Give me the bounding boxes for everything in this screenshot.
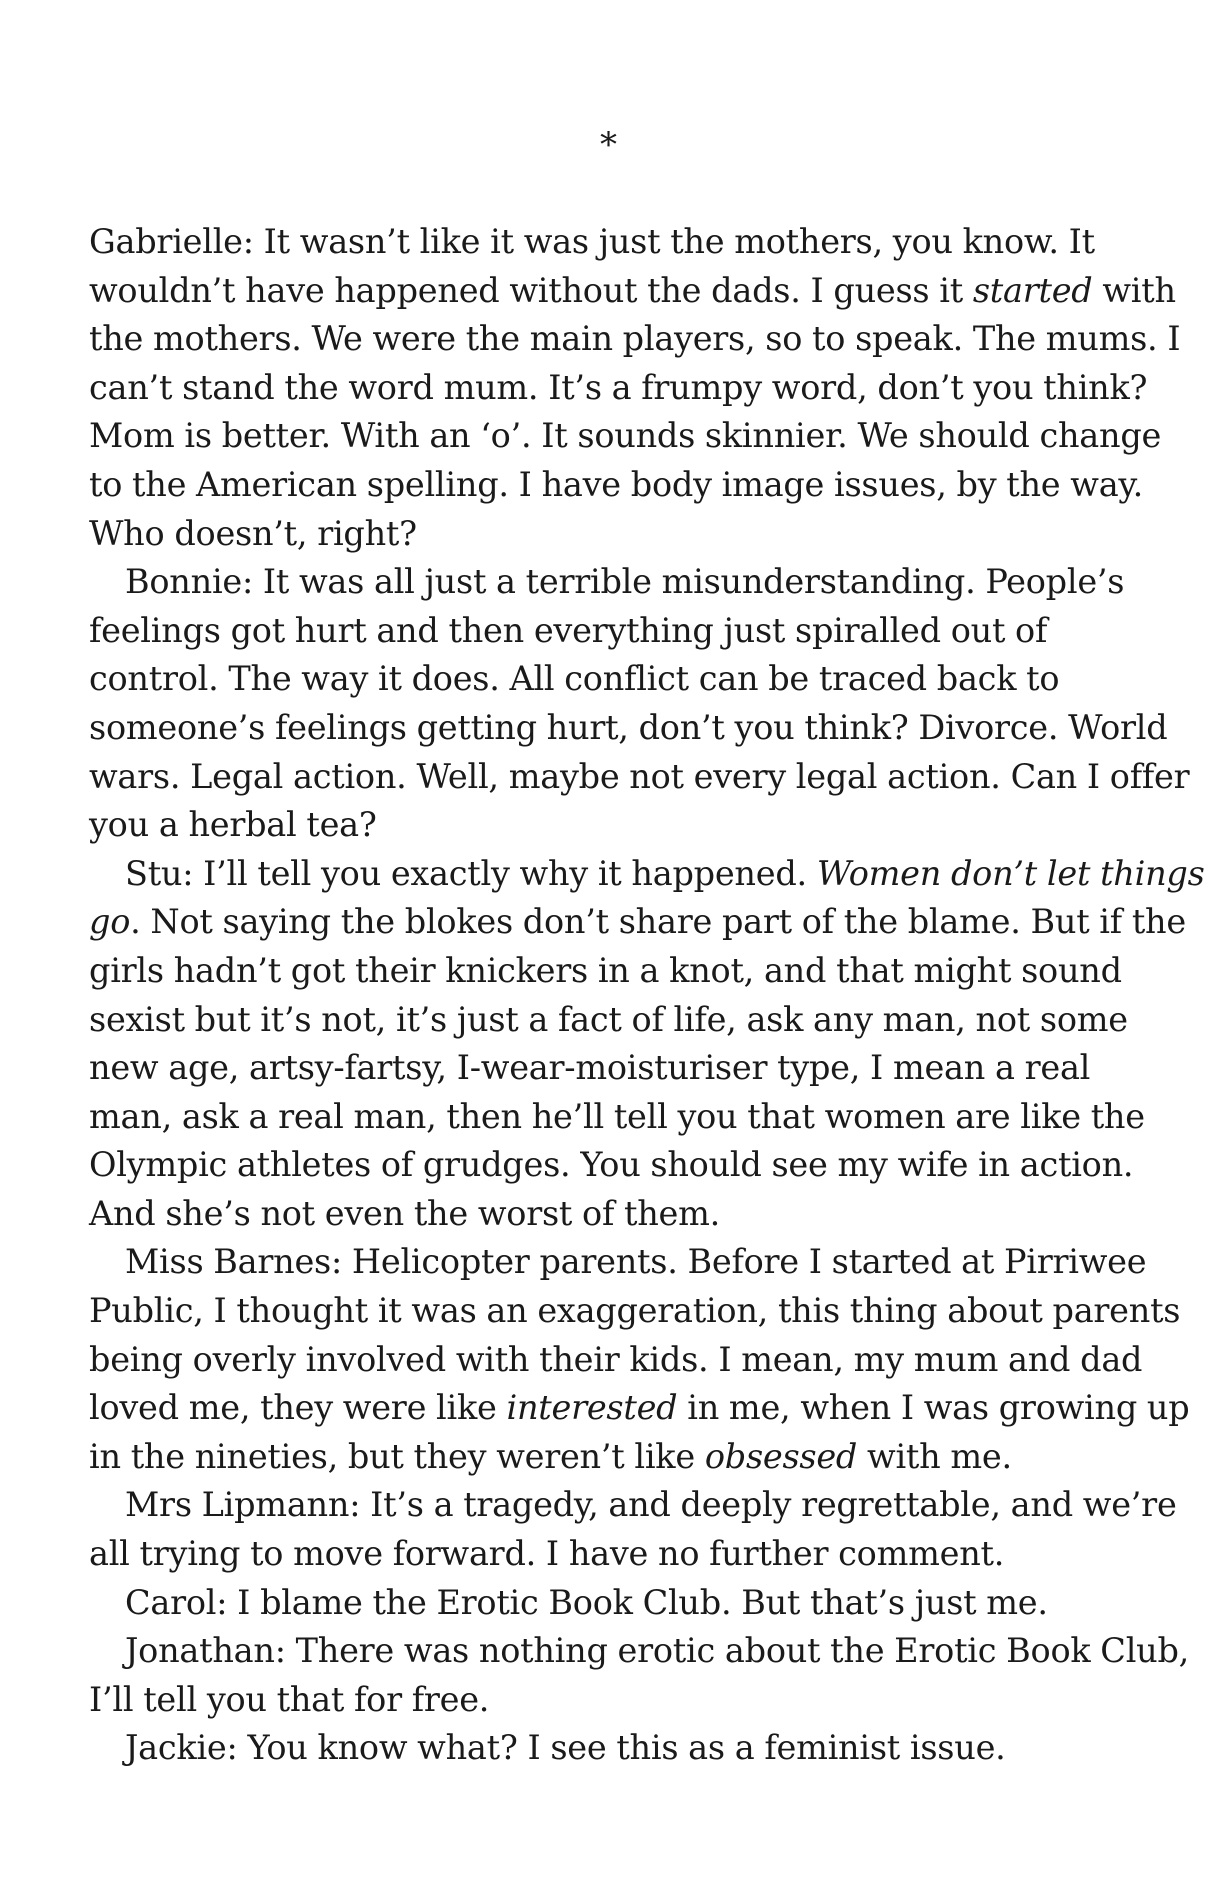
text-line (89, 1627, 1190, 1676)
text-run: Stu: I’ll tell you exactly why it happened. (125, 853, 817, 893)
text-run: Public, I thought it was an exaggeration, this thing about parents (89, 1291, 1181, 1331)
text-line (89, 218, 1139, 267)
text-run: in the nineties, but they weren’t like (89, 1436, 705, 1476)
text-run: Olympic athletes of grudges. You should see my wife in action. (89, 1145, 1134, 1185)
text-run: sexist but it’s not, it’s just a fact of life, ask any man, not some (89, 999, 1128, 1039)
page-body-text (89, 218, 1205, 1773)
dialogue-paragraph (89, 1238, 1190, 1481)
text-run: started (972, 270, 1093, 310)
text-run: Mom is better. With an ‘o’. It sounds skinnier. We should change (89, 416, 1162, 456)
dialogue-paragraph (89, 850, 1205, 1239)
text-run: Carol: I blame the Erotic Book Club. But that’s just me. (125, 1582, 1048, 1622)
text-line (89, 1238, 1147, 1287)
text-line (89, 655, 1139, 704)
dialogue-paragraph (89, 558, 1190, 850)
text-run: Jackie: You know what? I see this as a feminist issue. (125, 1728, 1006, 1768)
text-run: Women don’t let things (816, 853, 1205, 893)
text-run: you a herbal tea? (89, 805, 377, 845)
text-line (89, 898, 1186, 947)
text-line (89, 1384, 1190, 1433)
text-line (89, 1093, 1145, 1142)
text-line (89, 704, 1168, 753)
text-line (89, 558, 1139, 607)
text-run: in me, when I was growing up (677, 1388, 1190, 1428)
text-run: with (1092, 270, 1176, 310)
dialogue-paragraph (89, 1481, 1177, 1578)
text-line (89, 801, 1139, 850)
text-run: Miss Barnes: Helicopter parents. Before I started at Pirriwee (125, 1242, 1147, 1282)
text-line (89, 364, 1148, 413)
text-line (89, 1287, 1181, 1336)
text-line (89, 753, 1190, 802)
text-run: Mrs Lipmann: It’s a tragedy, and deeply regrettable, and we’re (125, 1485, 1177, 1525)
dialogue-paragraph (89, 218, 1181, 558)
text-line (89, 996, 1139, 1045)
text-run: being overly involved with their kids. I mean, my mum and dad (89, 1339, 1143, 1379)
text-run: to the American spelling. I have body image issues, by the way. (89, 464, 1144, 504)
text-run: someone’s feelings getting hurt, don’t you think? Divorce. World (89, 707, 1168, 747)
text-run: the mothers. We were the main players, so to speak. The mums. I (89, 319, 1181, 359)
text-run: man, ask a real man, then he’ll tell you that women are like the (89, 1096, 1145, 1136)
text-run: Who doesn’t, right? (89, 513, 417, 553)
text-run: girls hadn’t got their knickers in a knot, and that might sound (89, 950, 1122, 990)
text-line (89, 1530, 1139, 1579)
text-run: obsessed (704, 1436, 858, 1476)
text-run: all trying to move forward. I have no further comment. (89, 1534, 1005, 1574)
text-line (89, 850, 1205, 899)
text-line (89, 1044, 1139, 1093)
text-line (89, 607, 1139, 656)
text-line (89, 1724, 1139, 1773)
text-line (89, 1336, 1143, 1385)
text-line (89, 1481, 1177, 1530)
text-run: interested (506, 1388, 678, 1428)
text-line (89, 947, 1139, 996)
dialogue-paragraph (89, 1724, 1139, 1773)
text-line (89, 461, 1144, 510)
text-line (89, 1676, 1139, 1725)
text-run: loved me, they were like (89, 1388, 507, 1428)
text-run: wars. Legal action. Well, maybe not every legal action. Can I offer (89, 756, 1190, 796)
text-run: can’t stand the word mum. It’s a frumpy word, don’t you think? (89, 367, 1148, 407)
text-run: Gabrielle: It wasn’t like it was just the mothers, you know. It (89, 222, 1095, 261)
text-line (89, 1190, 1139, 1239)
text-run: wouldn’t have happened without the dads. I guess it (89, 270, 973, 310)
text-line (89, 412, 1162, 461)
text-run: new age, artsy-fartsy, I-wear-moisturiser type, I mean a real (89, 1048, 1091, 1088)
text-run: Jonathan: There was nothing erotic about the Erotic Book Club, (125, 1631, 1190, 1671)
text-line (89, 315, 1181, 364)
text-line (89, 1579, 1139, 1628)
text-line (89, 267, 1176, 316)
text-run: . Not saying the blokes don’t share part of the blame. But if the (130, 902, 1186, 942)
text-line (89, 1141, 1139, 1190)
text-run: I’ll tell you that for free. (89, 1679, 490, 1719)
text-run: go (89, 902, 131, 942)
dialogue-paragraph (89, 1627, 1190, 1724)
text-run: Bonnie: It was all just a terrible misunderstanding. People’s (125, 562, 1125, 602)
dialogue-paragraph (89, 1579, 1139, 1628)
section-separator: * (600, 125, 617, 165)
text-run: feelings got hurt and then everything just spiralled out of (89, 610, 1048, 650)
text-line (89, 510, 1139, 559)
text-run: And she’s not even the worst of them. (89, 1193, 721, 1233)
text-line (89, 1433, 1139, 1482)
text-run: control. The way it does. All conflict can be traced back to (89, 659, 1060, 699)
text-run: with me. (857, 1436, 1012, 1476)
